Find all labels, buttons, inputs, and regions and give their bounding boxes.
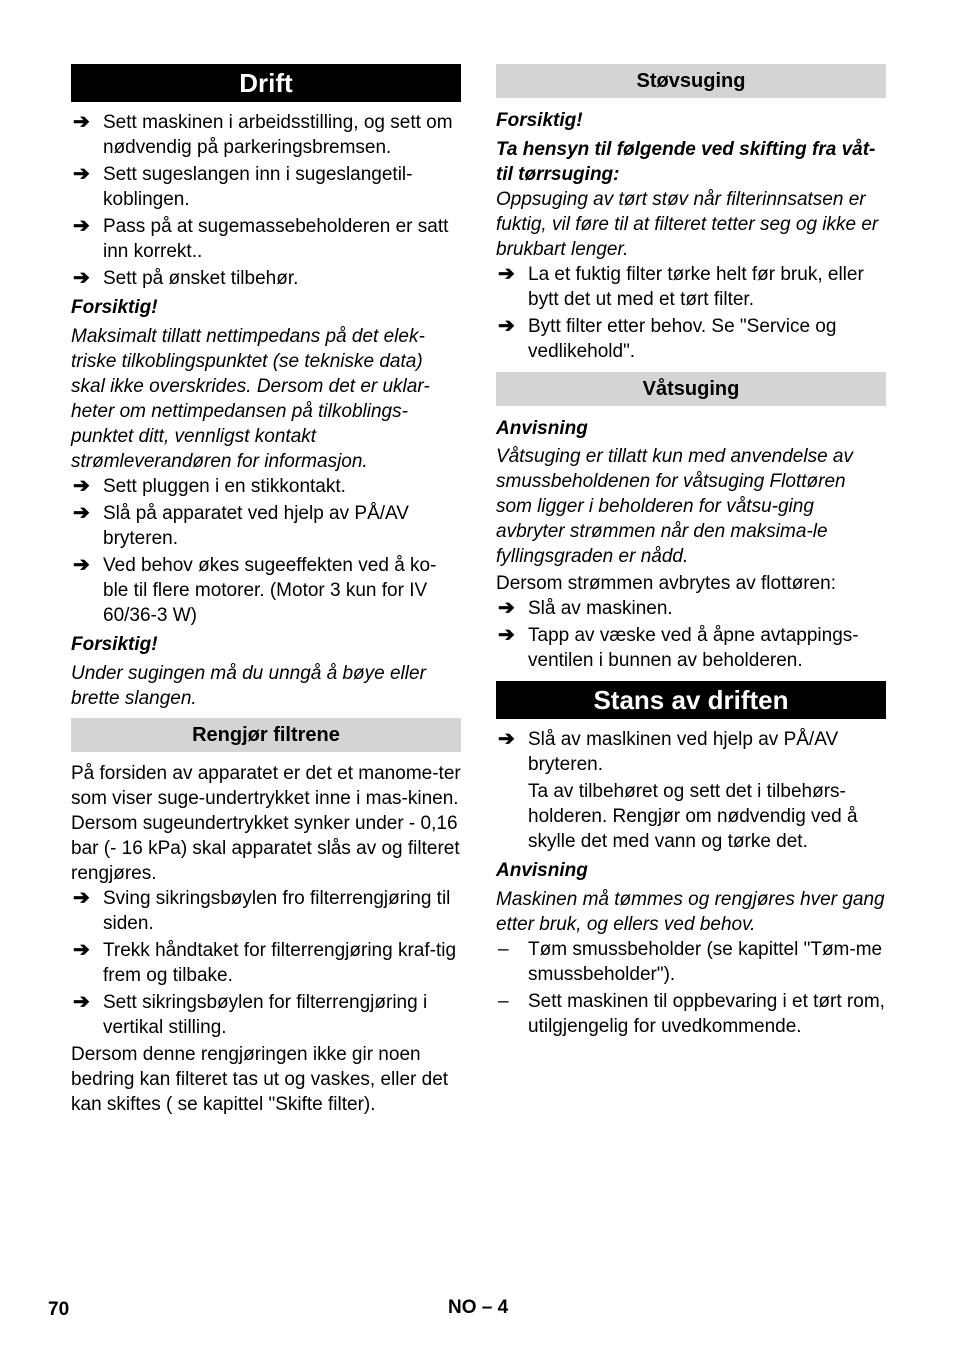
caution-text: Under sugingen må du unngå å bøye eller brette slangen. [71, 663, 426, 709]
right-arrow-icon: ➔ [73, 215, 90, 237]
section-heading-wet: Våtsuging [496, 372, 886, 406]
page-number: 70 [48, 1299, 70, 1320]
right-arrow-icon: ➔ [73, 502, 90, 524]
list-item: ➔ Sving sikringsbøylen fro filterrengjøring til siden. [73, 887, 451, 934]
list-item: – Tøm smussbeholder (se kapittel "Tøm-me smussbeholder"). [498, 939, 883, 985]
list-item: ➔ Slå av maskinen. [498, 597, 673, 619]
note-text: Våtsuging er tillatt kun med anvendelse av smussbeholdenen for våtsuging Flottøren som ligger i beholderen for våtsu-ging avbryter strømmen når den maksima-le fyllingsgraden er nådd. [496, 446, 853, 567]
list-item: ➔ La et fuktig filter tørke helt før bruk, eller bytt det ut med et tørt filter. [498, 263, 864, 310]
indented-text: Ta av tilbehøret og sett det i tilbehørs-holderen. Rengjør om nødvendig ved å skylle det med vann og tørke det. [528, 781, 858, 852]
caution-label: Forsiktig! [71, 297, 158, 318]
note-label: Anvisning [496, 860, 588, 881]
list-item: – Sett maskinen til oppbevaring i et tørt rom, utilgjengelig for uvedkommende. [498, 991, 885, 1037]
dash-icon: – [498, 939, 509, 960]
note-text: Maskinen må tømmes og rengjøres hver gang etter bruk, og ellers ved behov. [496, 889, 885, 935]
right-arrow-icon: ➔ [73, 991, 90, 1013]
list-item: ➔ Ved behov økes sugeeffekten ved å ko-ble til flere motorer. (Motor 3 kun for IV 60/36-3 W) [73, 554, 437, 626]
section-heading-filter: Rengjør filtrene [71, 718, 461, 752]
right-arrow-icon: ➔ [498, 315, 515, 337]
section-heading-stop: Stans av driften [496, 681, 886, 719]
note-label: Anvisning [496, 418, 588, 439]
list-item: ➔ Slå av maslkinen ved hjelp av PÅ/AV bryteren. [498, 728, 839, 775]
dash-icon: – [498, 991, 509, 1012]
list-item: ➔ Slå på apparatet ved hjelp av PÅ/AV bryteren. [73, 502, 409, 549]
wet-plain-text: Dersom strømmen avbrytes av flottøren: [496, 573, 836, 594]
page-code: NO – 4 [448, 1297, 509, 1318]
right-column [496, 64, 886, 1039]
right-arrow-icon: ➔ [498, 624, 515, 646]
list-item: ➔ Tapp av væske ved å åpne avtappings-ventilen i bunnen av beholderen. [498, 624, 859, 671]
list-item: ➔ Bytt filter etter behov. Se "Service og vedlikehold". [498, 315, 837, 362]
list-item: ➔ Sett maskinen i arbeidsstilling, og sett om nødvendig på parkeringsbremsen. [73, 111, 453, 158]
filter-intro: På forsiden av apparatet er det et manome-ter som viser suge-undertrykket inne i mas-kinen. Dersom sugeundertrykket synker under - 0,16 bar (- 16 kPa) skal apparatet slås av og filteret rengjøres. [71, 763, 461, 884]
right-arrow-icon: ➔ [73, 475, 90, 497]
caution-label: Forsiktig! [71, 634, 158, 655]
filter-outro: Dersom denne rengjøringen ikke gir noen bedring kan filteret tas ut og vaskes, eller det kan skiftes ( se kapittel "Skifte filter). [71, 1044, 449, 1115]
right-arrow-icon: ➔ [73, 267, 90, 289]
right-arrow-icon: ➔ [73, 163, 90, 185]
list-item: ➔ Sett på ønsket tilbehør. [73, 267, 299, 289]
list-item: ➔ Sett pluggen i en stikkontakt. [73, 475, 346, 497]
left-column [71, 64, 461, 1117]
list-item: ➔ Trekk håndtaket for filterrengjøring kraf-tig frem og tilbake. [73, 939, 457, 986]
list-item: ➔ Sett sugeslangen inn i sugeslangetil-koblingen. [73, 163, 413, 210]
caution-bold-text: Ta hensyn til følgende ved skifting fra våt- til tørrsuging: [496, 139, 876, 185]
caution-text: Oppsuging av tørt støv når filterinnsatsen er fuktig, vil føre til at filteret tetter seg og ikke er brukbart lenger. [496, 189, 879, 260]
caution-text: Maksimalt tillatt nettimpedans på det elek-triske tilkoblingspunktet (se tekniske data) skal ikke overskrides. Dersom det er uklar-heter om nettimpedansen på tilkoblings-punktet ditt, vennligst kontakt strømleverandøren for informasjon. [71, 326, 430, 472]
section-heading-dust: Støvsuging [496, 64, 886, 98]
right-arrow-icon: ➔ [498, 263, 515, 285]
right-arrow-icon: ➔ [73, 554, 90, 576]
right-arrow-icon: ➔ [73, 939, 90, 961]
right-arrow-icon: ➔ [498, 597, 515, 619]
right-arrow-icon: ➔ [73, 887, 90, 909]
right-arrow-icon: ➔ [73, 111, 90, 133]
section-heading-drift: Drift [71, 64, 461, 102]
list-item: ➔ Pass på at sugemassebeholderen er satt inn korrekt.. [73, 215, 449, 262]
list-item: ➔ Sett sikringsbøylen for filterrengjøring i vertikal stilling. [73, 991, 428, 1038]
right-arrow-icon: ➔ [498, 728, 515, 750]
caution-label: Forsiktig! [496, 110, 583, 131]
